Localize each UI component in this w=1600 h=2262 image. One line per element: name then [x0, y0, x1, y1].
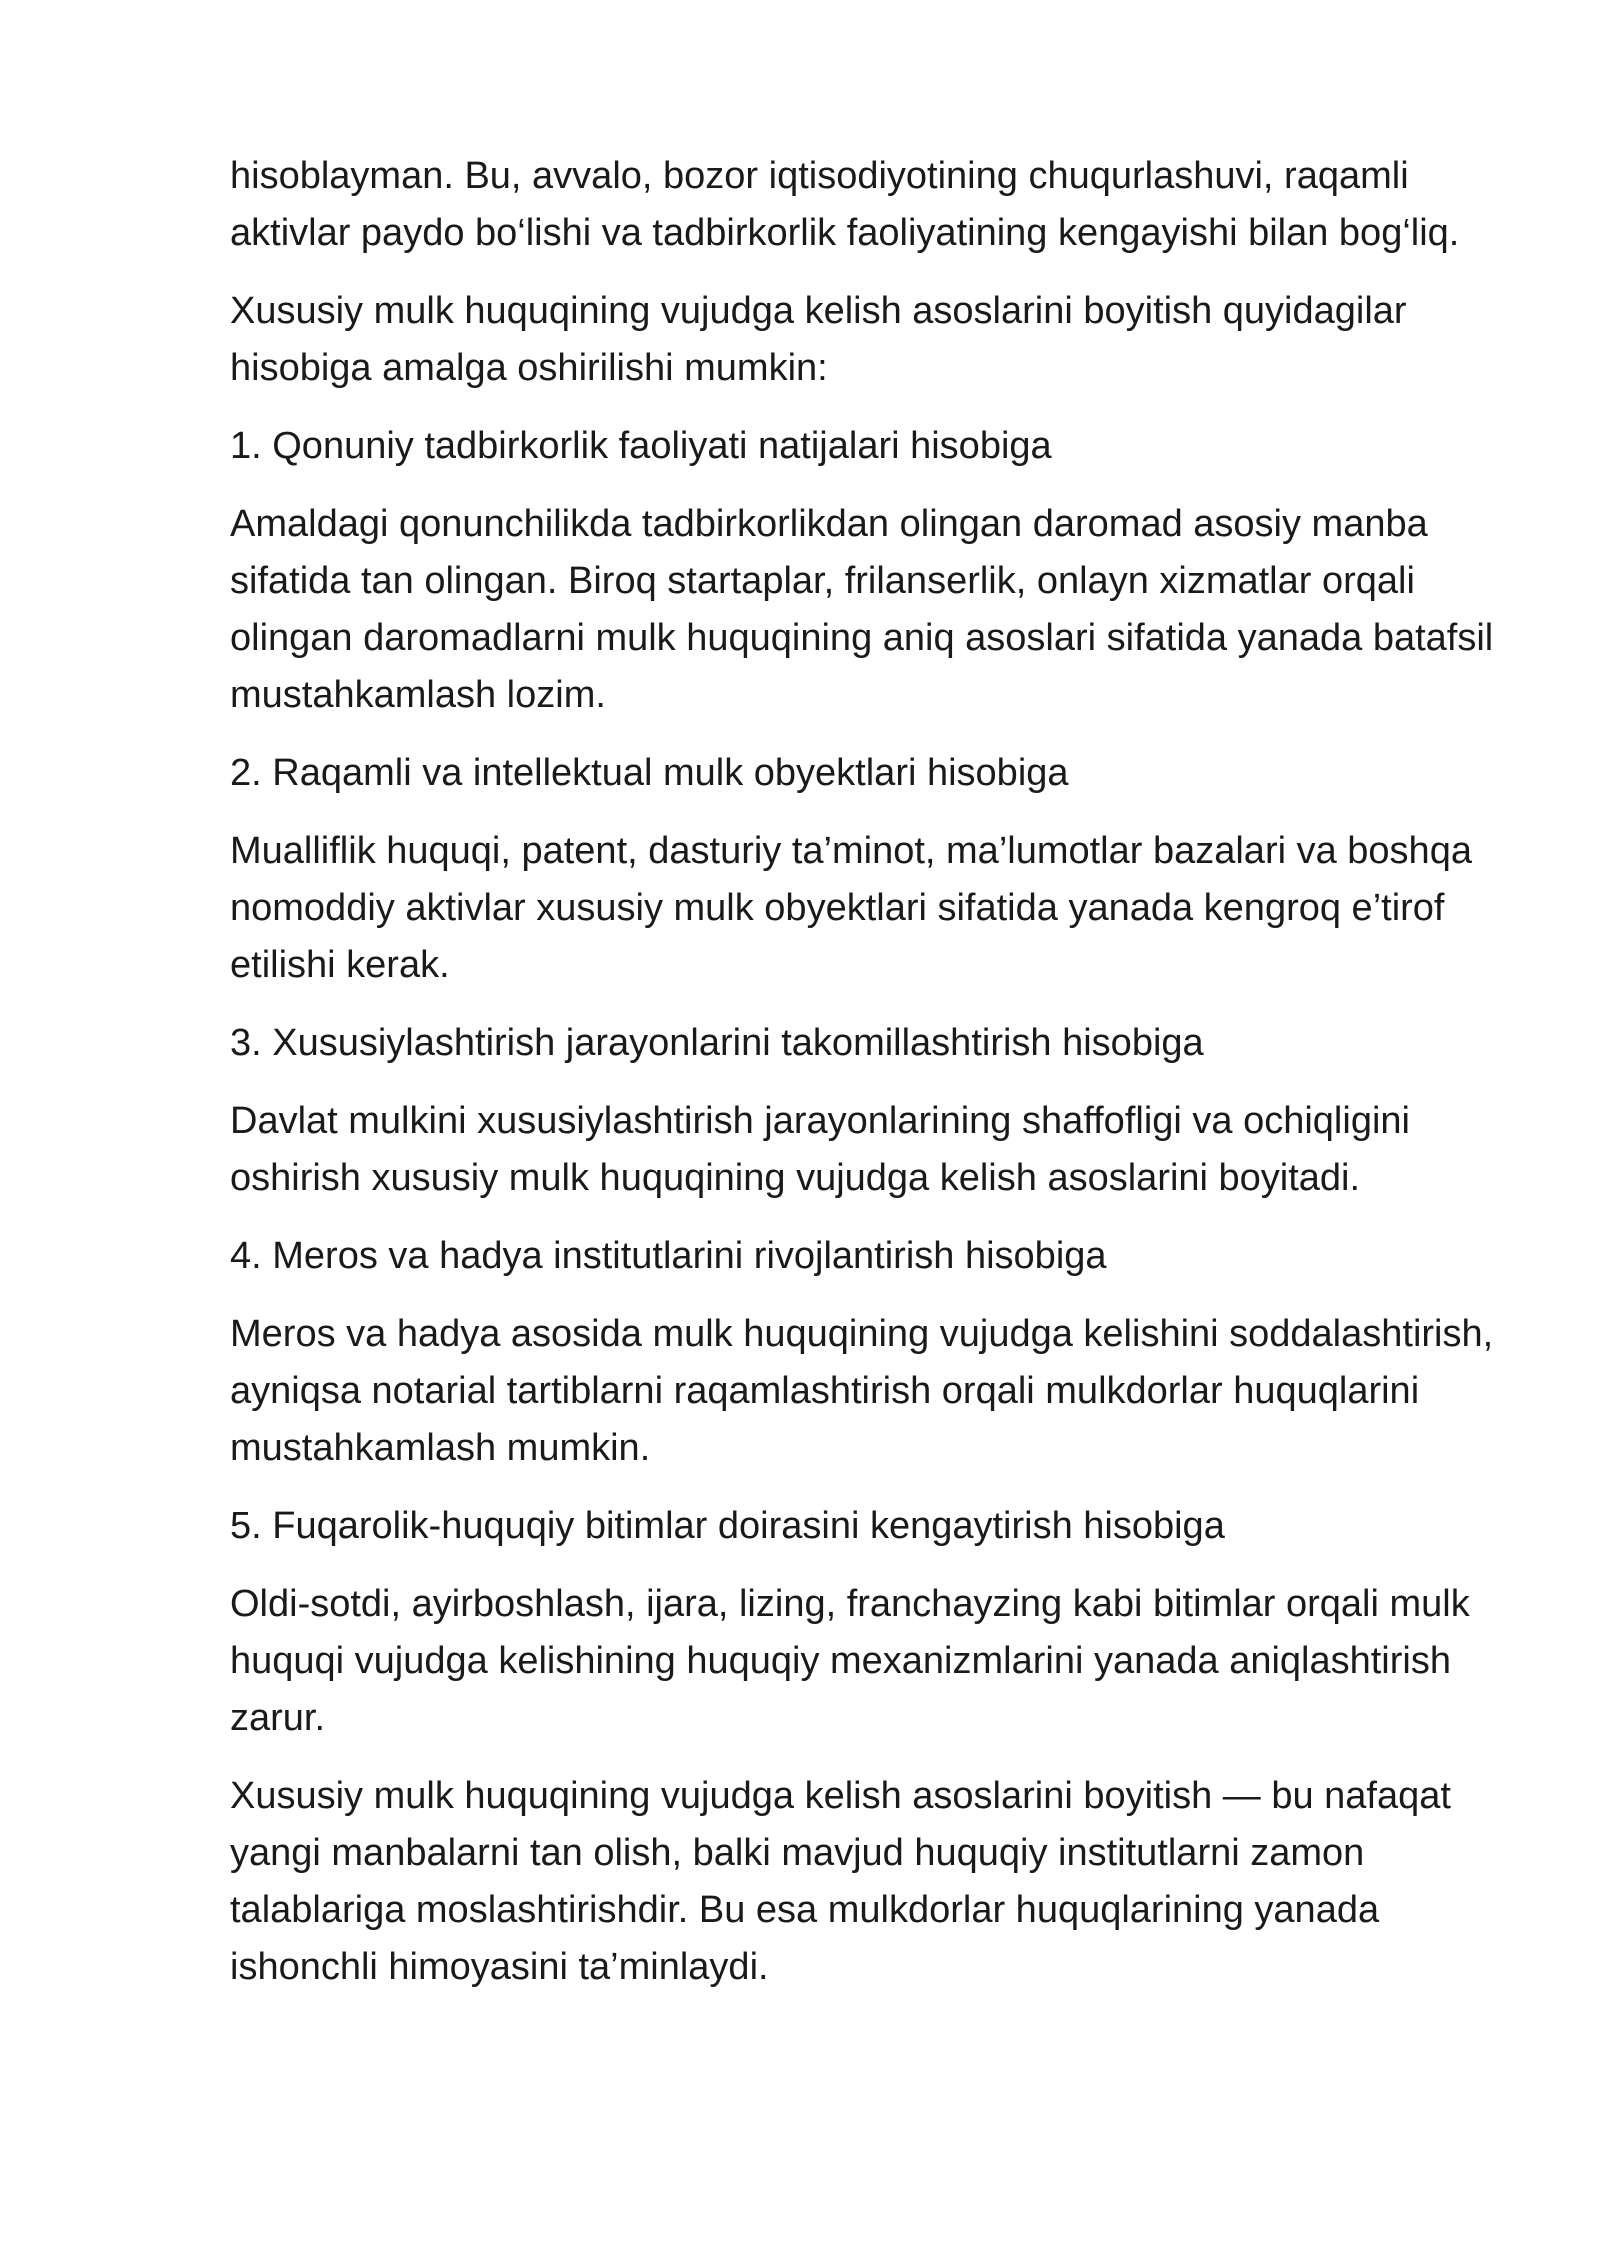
list-heading-1: 1. Qonuniy tadbirkorlik faoliyati natijalari hisobiga	[230, 425, 1052, 467]
paragraph-intro-continuation: hisoblayman. Bu, avvalo, bozor iqtisodiyotining chuqurlashuvi, raqamli aktivlar paydo bo‘lishi va tadbirkorlik faoliyatining kengayishi bilan bog‘liq.	[230, 155, 1460, 254]
document-body	[230, 148, 1510, 2017]
list-heading-4: 4. Meros va hadya institutlarini rivojlantirish hisobiga	[230, 1235, 1107, 1277]
paragraph-civil-transactions: Oldi-sotdi, ayirboshlash, ijara, lizing, franchayzing kabi bitimlar orqali mulk huquqi vujudga kelishining huquqiy mexanizmlarini yanada aniqlashtirish zarur.	[230, 1583, 1470, 1739]
paragraph-conclusion: Xususiy mulk huquqining vujudga kelish asoslarini boyitish — bu nafaqat yangi manbalarni tan olish, balki mavjud huquqiy institutlarni zamon talablariga moslashtirishdir. Bu esa mulkdorlar huquqlarining yanada ishonchli himoyasini ta’minlaydi.	[230, 1775, 1451, 1988]
paragraph-intellectual-property: Mualliflik huquqi, patent, dasturiy ta’minot, ma’lumotlar bazalari va boshqa nomoddiy aktivlar xususiy mulk obyektlari sifatida yanada kengroq e’tirof etilishi kerak.	[230, 830, 1472, 986]
list-heading-2: 2. Raqamli va intellektual mulk obyektlari hisobiga	[230, 752, 1069, 794]
paragraph-privatization: Davlat mulkini xususiylashtirish jarayonlarining shaffofligi va ochiqligini oshirish xususiy mulk huquqining vujudga kelish asoslarini boyitadi.	[230, 1100, 1410, 1199]
paragraph-enrichment-intro: Xususiy mulk huquqining vujudga kelish asoslarini boyitish quyidagilar hisobiga amalga oshirilishi mumkin:	[230, 290, 1407, 389]
paragraph-entrepreneurship: Amaldagi qonunchilikda tadbirkorlikdan olingan daromad asosiy manba sifatida tan olingan. Biroq startaplar, frilanserlik, onlayn xizmatlar orqali olingan daromadlarni mulk huquqining aniq asoslari sifatida yanada batafsil mustahkamlash lozim.	[230, 503, 1494, 716]
list-heading-5: 5. Fuqarolik-huquqiy bitimlar doirasini kengaytirish hisobiga	[230, 1505, 1225, 1547]
paragraph-inheritance: Meros va hadya asosida mulk huquqining vujudga kelishini soddalashtirish, ayniqsa notarial tartiblarni raqamlashtirish orqali mulkdorlar huquqlarini mustahkamlash mumkin.	[230, 1313, 1494, 1469]
list-heading-3: 3. Xususiylashtirish jarayonlarini takomillashtirish hisobiga	[230, 1022, 1204, 1064]
